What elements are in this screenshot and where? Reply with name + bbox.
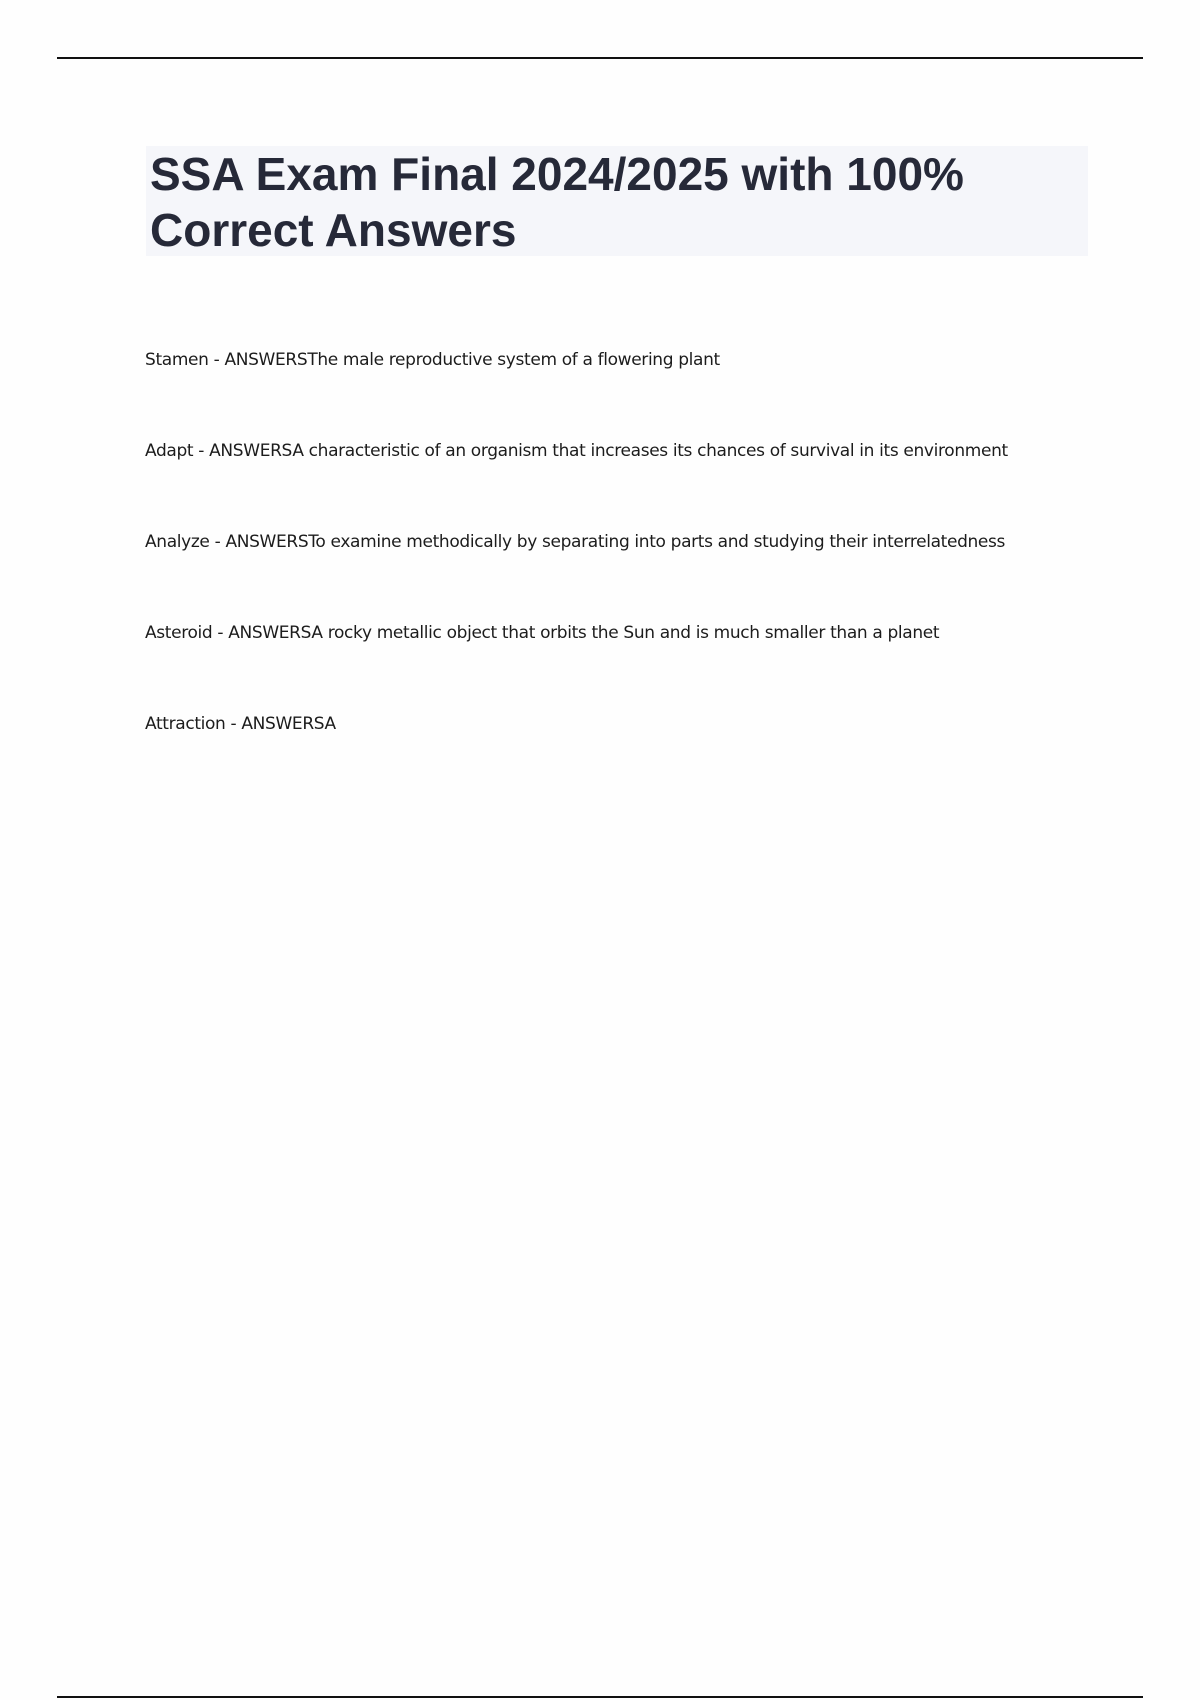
bottom-rule xyxy=(57,1696,1143,1698)
qa-entry xyxy=(145,621,939,645)
qa-answer: The male reproductive system of a flowering plant xyxy=(307,350,720,370)
qa-entry xyxy=(145,348,720,372)
qa-term: Asteroid xyxy=(145,623,213,643)
page-title: SSA Exam Final 2024/2025 with 100% Correct Answers xyxy=(150,148,964,256)
qa-separator: - ANSWERS xyxy=(212,623,312,643)
qa-entry xyxy=(145,530,1005,554)
qa-answer: A characteristic of an organism that increases its chances of survival in its environment xyxy=(292,441,1008,461)
title-block xyxy=(146,146,1088,256)
qa-term: Attraction xyxy=(145,714,226,734)
top-rule xyxy=(57,57,1143,59)
qa-term: Adapt xyxy=(145,441,194,461)
qa-separator: - ANSWERS xyxy=(209,532,309,552)
qa-entry xyxy=(145,439,1008,463)
qa-answer: To examine methodically by separating into parts and studying their interrelatedness xyxy=(308,532,1006,552)
qa-answer: A rocky metallic object that orbits the Sun and is much smaller than a planet xyxy=(311,623,940,643)
qa-entry xyxy=(145,712,336,736)
qa-separator: - ANSWERS xyxy=(225,714,325,734)
qa-answer: A xyxy=(324,714,336,734)
qa-term: Stamen xyxy=(145,350,209,370)
qa-term: Analyze xyxy=(145,532,210,552)
qa-separator: - ANSWERS xyxy=(193,441,293,461)
qa-separator: - ANSWERS xyxy=(208,350,308,370)
